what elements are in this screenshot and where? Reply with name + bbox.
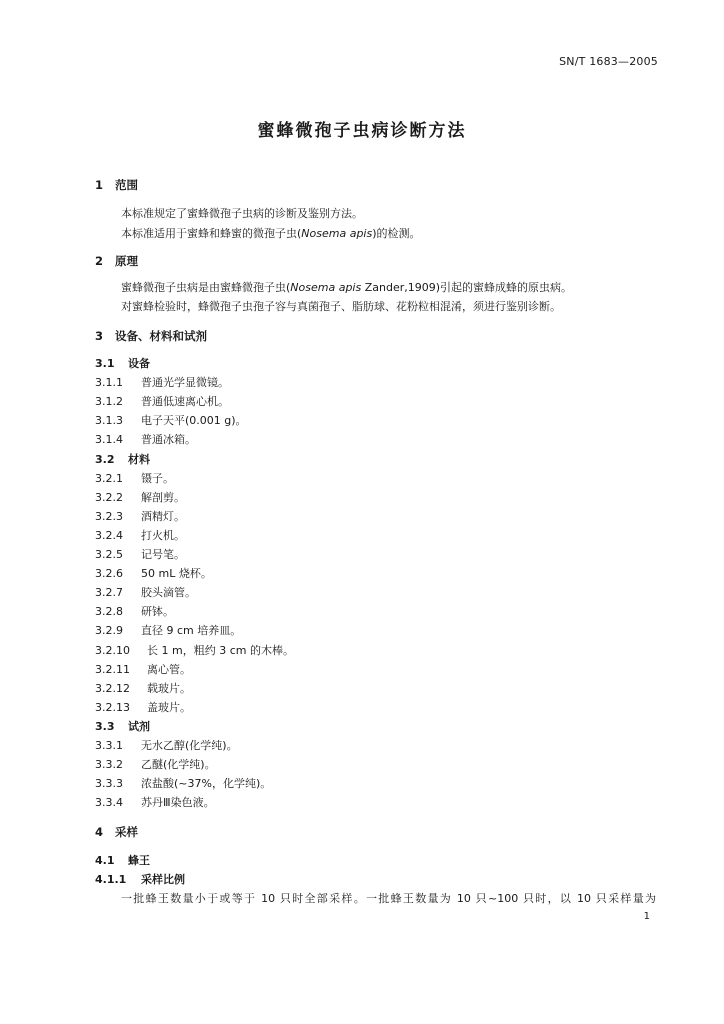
clause-text: 打火机。 xyxy=(141,528,185,542)
section-title: 范围 xyxy=(115,178,138,192)
clause-item xyxy=(95,546,185,562)
clause-item xyxy=(95,794,215,810)
clause-text: 研钵。 xyxy=(141,605,174,619)
clause-item xyxy=(95,451,150,467)
text-run: Zander,1909)引起的蜜蜂成蜂的原虫病。 xyxy=(361,281,573,294)
standard-code: SN/T 1683—2005 xyxy=(559,55,658,68)
clause-number: 4.1 xyxy=(95,854,115,867)
clause-item xyxy=(95,374,229,390)
clause-item xyxy=(95,565,212,581)
clause-text: 离心管。 xyxy=(147,662,191,676)
page-number: 1 xyxy=(643,911,650,922)
clause-item xyxy=(95,661,191,677)
clause-text: 胶头滴管。 xyxy=(141,586,196,600)
clause-number: 3.2.9 xyxy=(95,624,123,638)
clause-item xyxy=(95,527,185,543)
clause-number: 3.2.3 xyxy=(95,509,123,523)
section-2-para-2: 对蜜蜂检验时，蜂微孢子虫孢子容与真菌孢子、脂肪球、花粉粒相混淆，须进行鉴别诊断。 xyxy=(121,300,561,313)
clause-number: 3.1.1 xyxy=(95,376,123,390)
clause-text: 长 1 m，粗约 3 cm 的木棒。 xyxy=(147,643,294,657)
clause-number: 3.3.1 xyxy=(95,739,123,752)
clause-text: 解剖剪。 xyxy=(141,490,185,504)
species-name: Nosema apis xyxy=(290,281,362,294)
clause-item xyxy=(95,393,229,409)
clause-text: 浓盐酸(~37%，化学纯)。 xyxy=(141,777,272,791)
clause-text: 载玻片。 xyxy=(147,681,191,695)
clause-item xyxy=(95,699,191,715)
clause-text: 普通冰箱。 xyxy=(141,433,196,447)
clause-number: 3.2.1 xyxy=(95,471,123,485)
clause-text: 普通低速离心机。 xyxy=(141,395,229,409)
text-run: 本标准适用于蜜蜂和蜂蜜的微孢子虫( xyxy=(121,227,302,240)
clause-item xyxy=(95,603,174,619)
clause-item xyxy=(95,680,191,696)
clause-number: 3.2.10 xyxy=(95,643,130,657)
clause-item xyxy=(95,622,241,638)
clause-text: 直径 9 cm 培养皿。 xyxy=(141,624,242,638)
section-1-para-2 xyxy=(121,225,421,241)
clause-text: 蜂王 xyxy=(128,854,150,867)
section-4-heading xyxy=(95,824,138,840)
clause-item xyxy=(95,489,185,505)
clause-number: 3.1 xyxy=(95,357,115,370)
clause-item xyxy=(95,508,185,524)
section-title: 设备、材料和试剂 xyxy=(115,329,207,343)
section-number: 3 xyxy=(95,329,104,343)
species-name: Nosema apis xyxy=(301,227,373,240)
section-1-heading xyxy=(95,177,138,193)
section-1-para-1: 本标准规定了蜜蜂微孢子虫病的诊断及鉴别方法。 xyxy=(121,207,363,220)
clause-text: 乙醚(化学纯)。 xyxy=(141,758,216,772)
clause-item xyxy=(95,584,196,600)
clause-item xyxy=(95,470,174,486)
section-title: 原理 xyxy=(115,254,138,268)
clause-item xyxy=(95,775,271,791)
section-4-para: 一批蜂王数量小于或等于 10 只时全部采样。一批蜂王数量为 10 只~100 只时，以 10 只采样量为 xyxy=(121,892,656,905)
text-run: 蜜蜂微孢子虫病是由蜜蜂微孢子虫( xyxy=(121,281,291,294)
clause-number: 3.2.11 xyxy=(95,662,130,676)
clause-number: 3.2.6 xyxy=(95,567,123,581)
document-title: 蜜蜂微孢子虫病诊断方法 xyxy=(257,121,467,141)
clause-item xyxy=(95,412,247,428)
clause-text: 材料 xyxy=(128,452,150,466)
clause-text: 苏丹Ⅲ染色液。 xyxy=(141,796,215,810)
clause-number: 3.1.2 xyxy=(95,395,123,409)
clause-number: 3.2.12 xyxy=(95,681,130,695)
clause-text: 试剂 xyxy=(128,719,150,733)
section-2-heading xyxy=(95,253,138,269)
section-number: 1 xyxy=(95,178,104,192)
section-number: 2 xyxy=(95,254,104,268)
clause-number: 3.3.4 xyxy=(95,796,123,810)
clause-number: 3.3.3 xyxy=(95,777,123,791)
clause-number: 3.2.8 xyxy=(95,605,123,619)
clause-item xyxy=(95,355,150,371)
clause-number: 3.1.4 xyxy=(95,433,123,447)
clause-item xyxy=(95,756,216,772)
clause-item xyxy=(95,642,294,658)
clause-number: 3.2.2 xyxy=(95,490,123,504)
clause-number: 3.2.7 xyxy=(95,586,123,600)
clause-text: 盖玻片。 xyxy=(147,700,191,714)
clause-number: 3.1.3 xyxy=(95,414,123,428)
clause-text: 记号笔。 xyxy=(141,548,185,561)
clause-text: 普通光学显微镜。 xyxy=(141,376,229,390)
clause-text: 电子天平(0.001 g)。 xyxy=(141,414,247,428)
clause-number: 3.2.4 xyxy=(95,528,123,542)
clause-item xyxy=(95,852,150,868)
section-2-para-1 xyxy=(121,279,572,295)
clause-item xyxy=(95,737,238,753)
clause-text: 无水乙醇(化学纯)。 xyxy=(141,739,238,752)
clause-number: 3.2 xyxy=(95,452,115,466)
section-number: 4 xyxy=(95,825,104,839)
clause-item xyxy=(95,718,150,734)
text-run: )的检测。 xyxy=(372,227,421,240)
clause-text: 采样比例 xyxy=(141,873,185,886)
clause-text: 设备 xyxy=(128,357,150,370)
clause-number: 3.3 xyxy=(95,719,115,733)
clause-text: 酒精灯。 xyxy=(141,509,185,523)
clause-item xyxy=(95,431,196,447)
clause-number: 4.1.1 xyxy=(95,873,127,886)
clause-number: 3.2.5 xyxy=(95,548,123,561)
section-3-heading xyxy=(95,328,207,344)
clause-text: 镊子。 xyxy=(141,471,174,485)
clause-number: 3.3.2 xyxy=(95,758,123,772)
clause-text: 50 mL 烧杯。 xyxy=(141,567,212,581)
section-title: 采样 xyxy=(115,825,138,839)
clause-item xyxy=(95,871,185,887)
clause-number: 3.2.13 xyxy=(95,700,130,714)
